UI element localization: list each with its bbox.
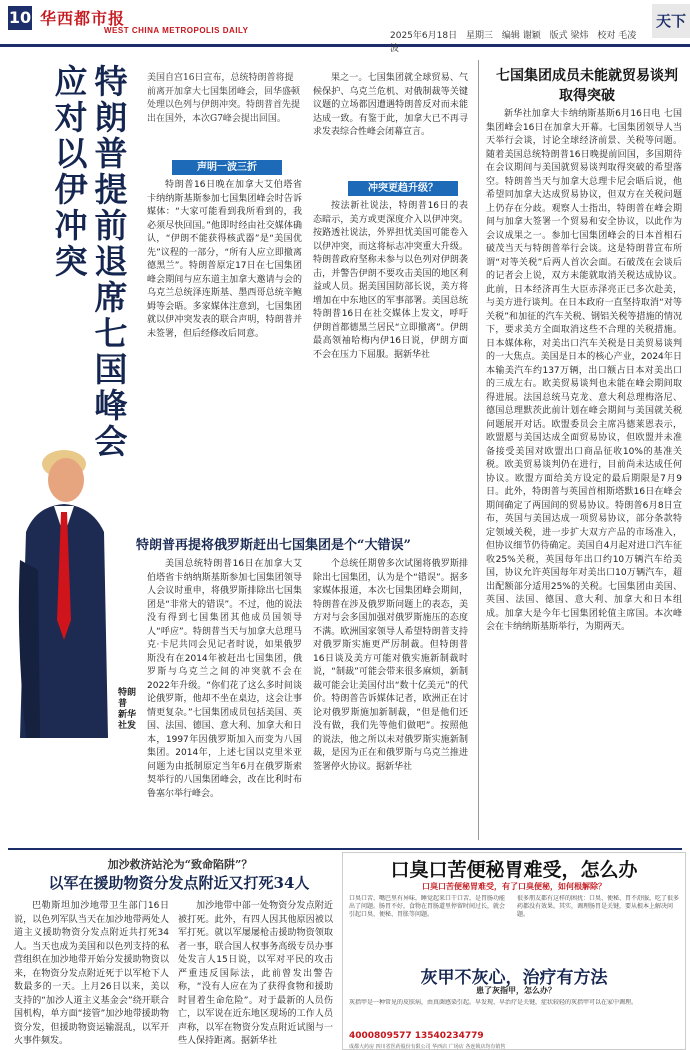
editor-credit: 编辑 谢颖 xyxy=(501,31,541,41)
page-number: 10 xyxy=(8,6,32,30)
advertisement xyxy=(342,852,686,1050)
main-story-lead: 美国自宫16日宣布，总统特朗普将提前离开加拿大七国集团峰会，回华盛顿处理以色列与伊朗冲突。特朗普首先提出在国外，本次G7峰会提出回国。 xyxy=(147,73,301,124)
main-col1-text: 特朗普16日晚在加拿大艾伯塔省卡纳纳斯基斯参加七国集团峰会时告诉媒体：“大家可能看到我所看到的，我必须尽快回国。”他即时经由社交媒体确认，“伊朗不能获得核武器”是“美国优先”议程的一部分，“所有人应立即撤离德黑兰”。特朗普原定17日在七国集团峰会期间与应东道主加拿大邀请与会的乌克兰总统泽连斯基、墨西哥总统辛鲍姆等会晤。多家媒体注意到，七国集团就以伊冲突发表的联合声明，特朗普并未签署，但后经修改后同意。 xyxy=(147,180,302,339)
bottom-col1-text: 巴勒斯坦加沙地带卫生部门16日说，以色列军队当天在加沙地带两处人道主义援助物资分发点附近共打死34人。当天也成为美国和以色列支持的私营组织在加沙地带开始分发援助物资以来，在物资分发点附近死于以军枪下人数最多的一天。上月26日以来，美以支持的“加沙人道主义基金会”绕开联合国机构，单方面“接管”加沙地带援助物资分发，但援助物资运输混乱，以军开火事件频发。 xyxy=(14,901,169,1046)
photo-illustration xyxy=(16,440,112,738)
ad-footer: 成都大药房 四川省医药股份有限公司 华西店 广场店 各连锁店均有销售 xyxy=(349,1044,506,1050)
section-divider xyxy=(8,848,682,850)
headline-column-2: 应对以伊冲突 xyxy=(54,62,88,281)
bottom-story-kicker: 加沙救济站沦为“致命陷阱”？ xyxy=(107,858,253,871)
section-label: 天下 xyxy=(652,4,690,38)
headline-column-1: 特朗普提前退席七国峰会 xyxy=(94,62,128,461)
bottom-story-column-1 xyxy=(14,900,169,1046)
ad-slogan-sub: 患了灰指甲，怎么办？ xyxy=(476,986,556,995)
ad-slogan: 灰甲不灰心，治疗有方法 xyxy=(420,968,608,988)
column-divider xyxy=(478,60,479,840)
subhead-tag-1: 声明一波三折 xyxy=(172,160,282,175)
masthead-english: WEST CHINA METROPOLIS DAILY xyxy=(104,26,249,35)
proofreader-credit: 校对 毛凌波 xyxy=(390,31,637,54)
right-story-body xyxy=(486,108,682,838)
ad-phone: 4000809577 13540234779 xyxy=(349,1031,484,1041)
ad-title: 口臭口苦便秘胃难受，怎么办 xyxy=(390,859,638,881)
main-col2b-text: 按法新社说法，特朗普16日的表态暗示，美方或更深度介入以伊冲突。按路透社说法，外界担忧美国可能卷入以伊冲突，而这将标志冲突重大升级。特朗普政府坚称未参与以色列对伊朗袭击，并警告伊朗不要攻击美国的地区利益或人员。据美国国防部长说，美方将增加在中东地区的军事部署。美国总统特朗普16日在社交媒体上发文，呼吁伊朗首都德黑兰居民“立即撤离”。伊朗最高领袖哈梅内伊16日说，伊朗方面不会在压力下屈服。据新华社 xyxy=(313,201,468,360)
bottom-col2-text: 加沙地带中部一处物资分发点附近被打死。此外，有四人因其他原因被以军打死。就以军屡屡枪击援助物资领取者一事，联合国人权事务高级专员办事处发言人15日说，以军对平民的攻击严重违反国际法，此前曾发出警告称，“没有人应在为了获得食物和援助时冒着生命危险”。对于最新的人员伤亡，以军说在近东地区现场的工作人员声称，以军在物资分发点附近试图与一些人保持距离。据新华社 xyxy=(178,901,333,1046)
bottom-story-column-2 xyxy=(178,900,333,1046)
photo-caption: 特朗普 新华社发 xyxy=(118,688,137,731)
sub-story-title: 特朗普再提将俄罗斯赶出七国集团是个“大错误” xyxy=(136,538,411,553)
right-story-text: 新华社加拿大卡纳纳斯基斯6月16日电 七国集团峰会16日在加拿大开幕。七国集团领导人当天举行会谈，讨论全球经济前景、关税等问题。随着美国总统特朗普16日晚提前回国，多国期待在会议期间与美国就贸易谈判取得突破的希望落空。特朗普当天与加拿大总理卡尼会晤后说，他希望同加拿大达成贸易协议，但双方在关税问题上仍存在分歧。观察人士指出，特朗普在峰会期间与加拿大签署一个贸易和安全协议，以此作为会议成果之一。参加七国集团峰会的日本首相石破茂当天与特朗普举行会谈。这是特朗普宣布所谓“对等关税”后两人首次会面。石破茂在会谈后的记者会上说，双方未能就取消关税达成协议。此前，日本经济再生大臣赤泽亮正已多次赴美，与美方进行谈判。在日本政府一直坚持取消“对等关税”和加征的汽车关税、钢铝关税等措施的情况下，要求美方全面取消这些不合理的关税措施。日本媒体称，对美出口汽车关税是日美贸易谈判的一大焦点。美国是日本的核心产业，2024年日本输美汽车约137万辆，出口额占日本对美出口的三成左右。欧美贸易谈判也未能在峰会期间取得进展。法国总统马克龙、意大利总理梅洛尼、德国总理默茨此前计划在峰会期间与美国就关税问题展开对话。欧盟委员会主席冯德莱恩表示，欧盟愿与美国达成全面贸易协议，但欧盟并未准备接受美国对欧盟出口商品征收10%的基准关税。欧美贸易谈判仍在进行，目前尚未达成任何协议。欧盟方面给美方设定的最后期限是7月9日。此外，特朗普与英国首相斯塔默16日在峰会期间确定了两国间的贸易协议。特朗普6月8日宣布，英国与美国达成一项贸易协议，部分条款特定领域关税，进一步扩大双方产品的市场准入，但协议细节仍待确定。美国自4月起对进口汽车征收25%关税，英国每年出口约10万辆汽车给美国，协议允许英国每年对美出口10万辆汽车，超出配额部分适用25%的关税。七国集团由美国、英国、法国、德国、意大利、加拿大和日本组成。加拿大是今年七国集团轮值主席国。本次峰会在卡纳纳斯基斯举行，为期两天。 xyxy=(486,109,682,632)
designer-credit: 版式 梁炜 xyxy=(549,31,589,41)
ad-subtitle: 口臭口苦便秘胃难受，有了口臭便秘，如何根解除？ xyxy=(422,882,606,891)
masthead-logo: 华西都市报 xyxy=(40,9,126,28)
weekday: 星期三 xyxy=(465,31,493,41)
ad-text-2: 很多朋友都有这样的困扰：口臭、便秘、胃不舒服，吃了很多药都没有效果。其实，调理肠胃是关键，要从根本上解决问题。 xyxy=(517,895,679,918)
main-story-column-1 xyxy=(147,179,302,539)
main-headline xyxy=(52,64,132,484)
main-story-column-2 xyxy=(313,72,468,140)
sub-col1-text: 美国总统特朗普16日在加拿大艾伯塔省卡纳纳斯基斯参加七国集团领导人会议时重申，将俄罗斯排除出七国集团是“非常大的错误”。不过，他的说法没有得到七国集团其他成员国领导人“呼应”。特朗普当天与加拿大总理马克·卡尼共同会见记者时说，如果俄罗斯没有在2014年被赶出七国集团，俄罗斯与乌克兰之间的冲突就不会在2022年升级。“你们花了这么多时间谈论俄罗斯，他却不坐在桌边，这会让事情更复杂。”七国集团成员包括美国、英国、法国、德国、意大利、加拿大和日本，1997年因俄罗斯加入而变为八国集团。2014年，上述七国以克里米亚问题为由抵制原定当年6月在俄罗斯索契举行的八国集团峰会，改在比利时布鲁塞尔举行峰会。 xyxy=(147,559,302,799)
sub-story-column-2 xyxy=(313,558,468,843)
sub-story-column-1 xyxy=(147,558,302,843)
trump-photo xyxy=(16,440,112,738)
ad-text-3: 灰指甲是一种常见的皮肤病，由真菌感染引起。早发现、早治疗是关键，症状较轻的灰指甲可以在家中调理。 xyxy=(349,999,638,1006)
date: 2025年6月18日 xyxy=(390,31,458,41)
main-story-column-2b xyxy=(313,200,468,538)
dateline xyxy=(390,28,650,54)
right-story-title: 七国集团成员未能就贸易谈判取得突破 xyxy=(496,68,678,104)
subhead-tag-2: 冲突更趋升级？ xyxy=(348,181,458,196)
main-col2-text: 果之一。七国集团就全球贸易、气候保护、乌克兰危机、对俄制裁等关键议题的立场都因遭遇特朗普反对而未能达成一致。有鉴于此，加拿大已不再寻求发表综合性峰会闭幕宣言。 xyxy=(313,73,468,137)
bottom-story-title: 以军在援助物资分发点附近又打死34人 xyxy=(48,874,310,892)
sub-col2-text: 个总统任期曾多次试图将俄罗斯排除出七国集团，认为是个“错误”。据多家媒体报道，本次七国集团峰会期间，特朗普在涉及俄罗斯问题上的表态，美方对与会多国加强对俄罗斯施压的态度不满。欧洲国家领导人希望特朗普支持对俄罗斯实施更严厉制裁。但特朗普16日谈及美方可能对俄实施新制裁时说，“制裁”可能会带来很多麻烦，新制裁可能会让美国付出“数十亿美元”的代价。特朗普告诉媒体记者，欧洲正在讨论对俄罗斯施加新制裁，“但是他们还没有做，我们先等他们做吧”。按照他的说法，他之所以未对俄罗斯实施新制裁，是因为正在和俄罗斯与乌克兰推进签署停火协议。据新华社 xyxy=(313,559,468,772)
ad-text-1: 口臭口苦、嘴巴里有异味，睡觉起来口干口苦，是胃肠功能出了问题。肠胃不好，食物在胃肠道里停留时间过长，就会引起口臭、便秘、胃胀等问题。 xyxy=(349,895,506,918)
